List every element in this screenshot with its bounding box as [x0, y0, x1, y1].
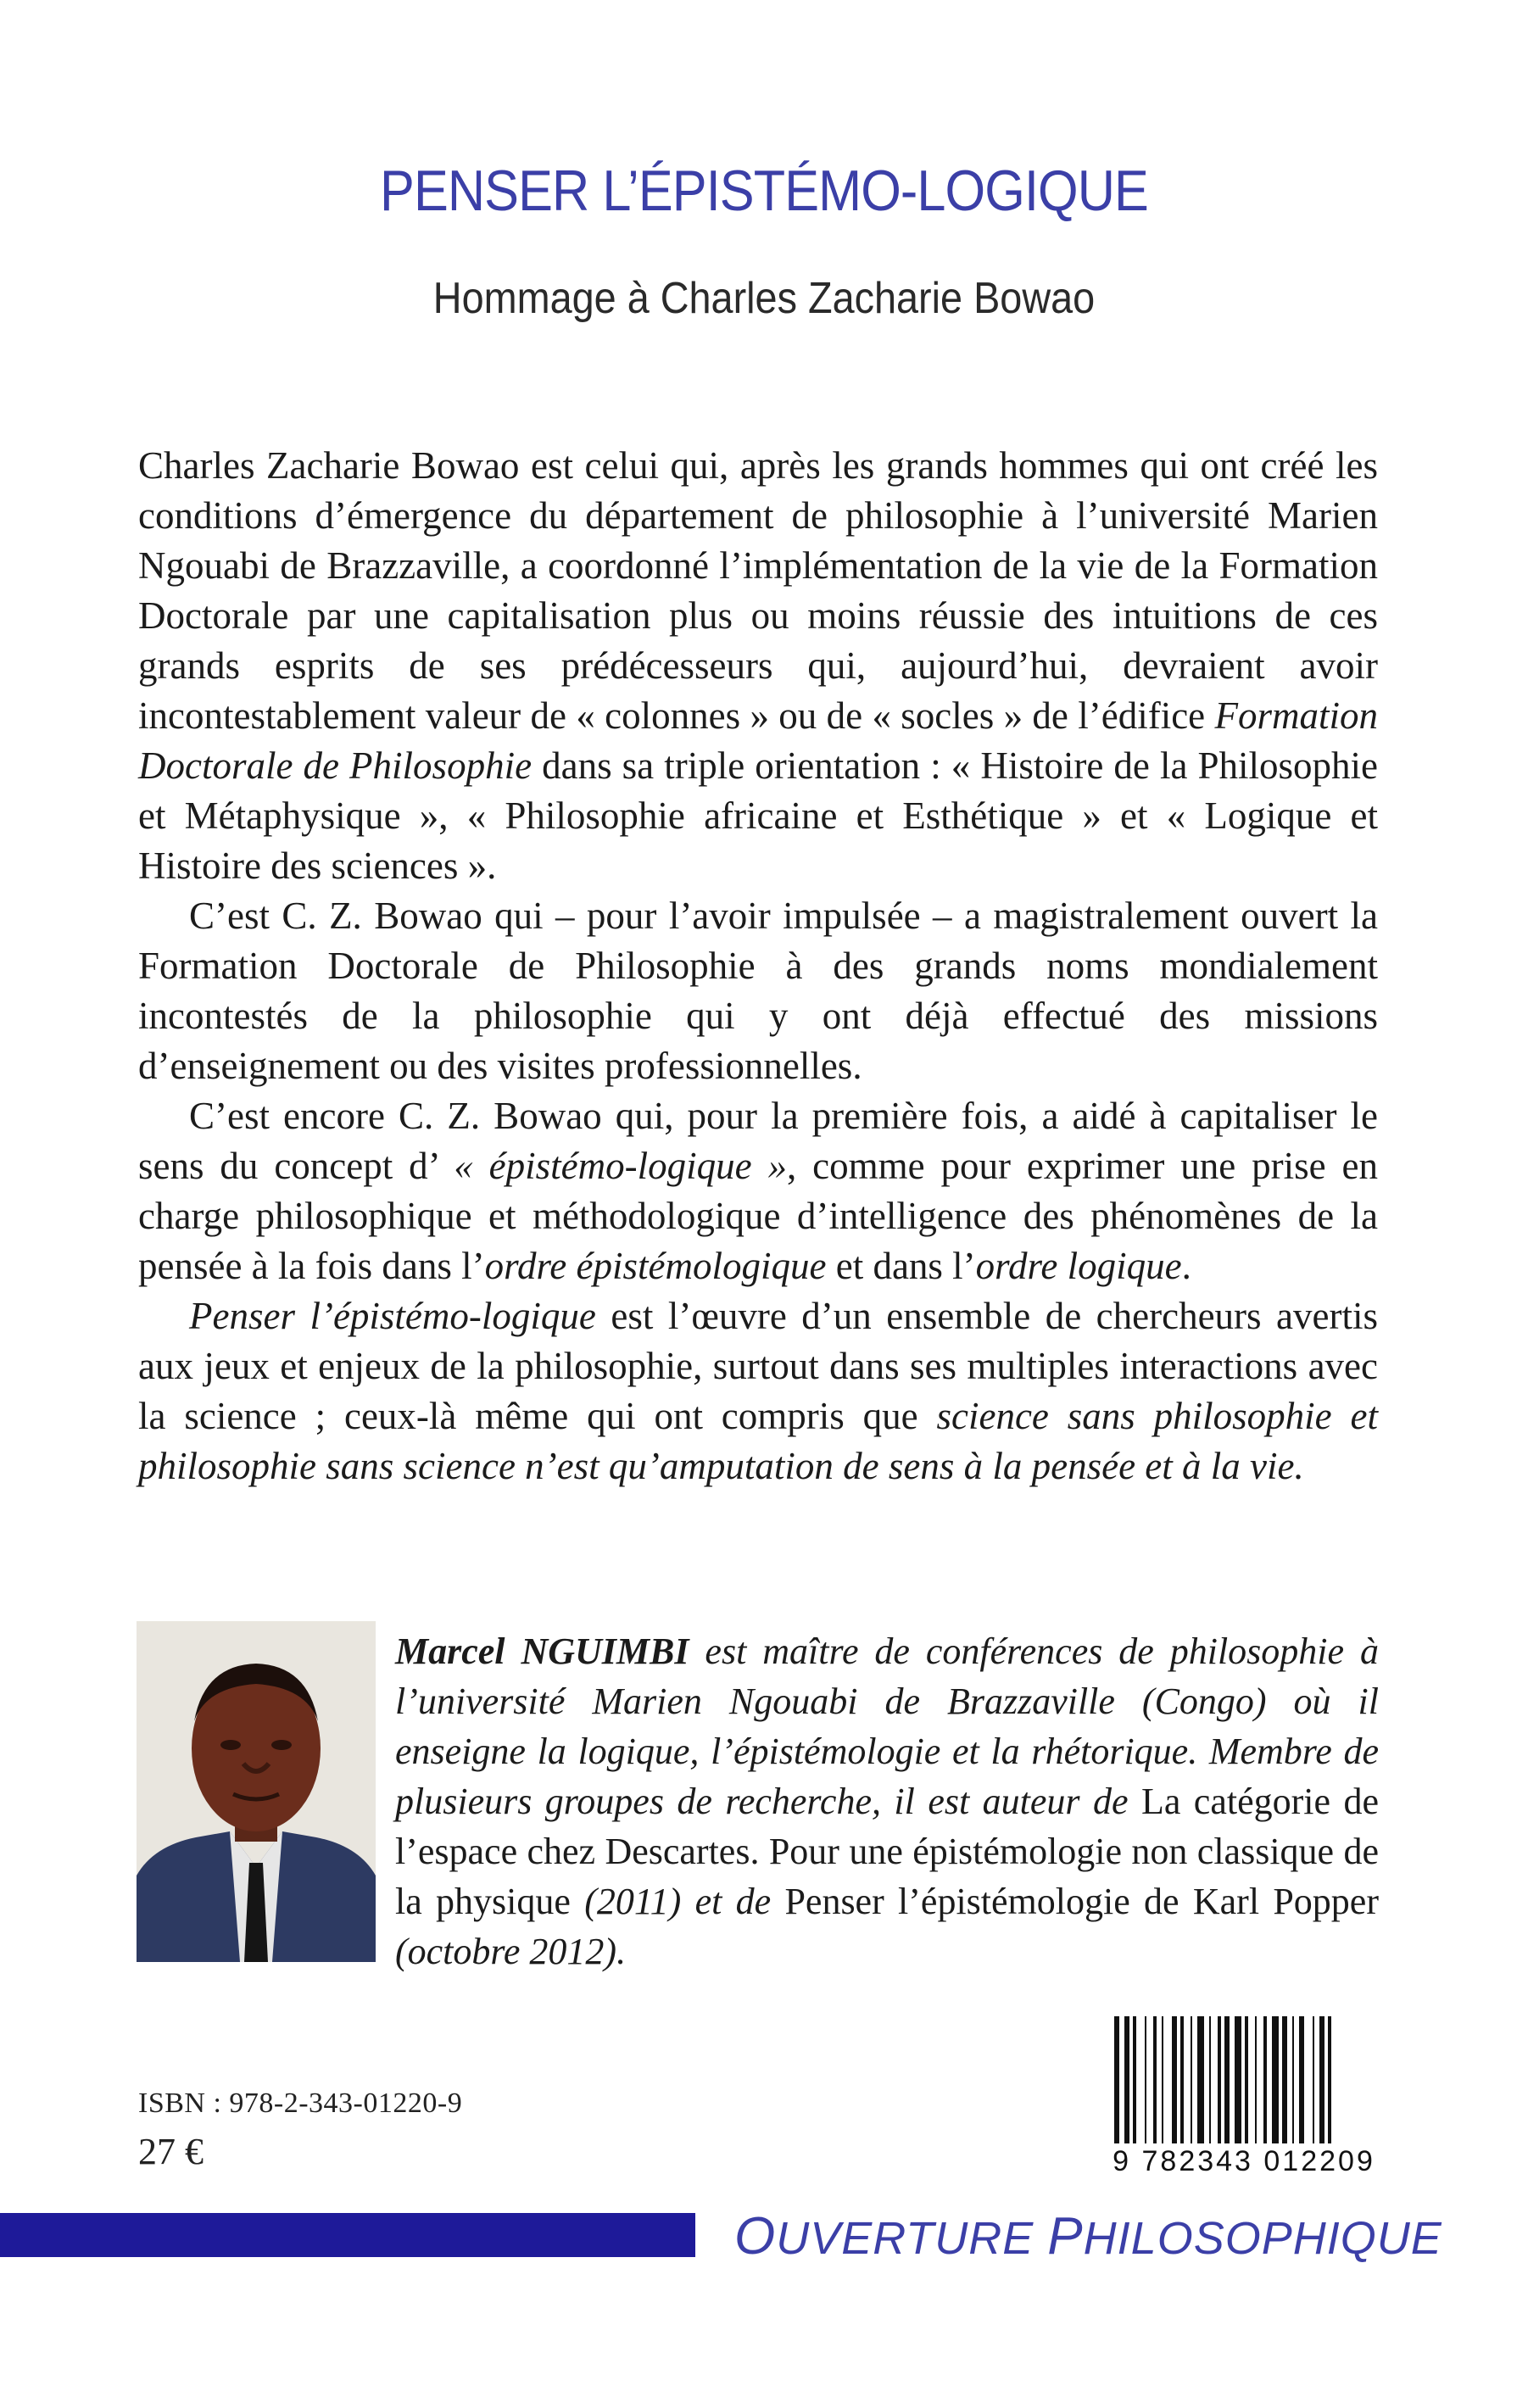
collection-band — [0, 2213, 695, 2257]
summary-paragraph: C’est C. Z. Bowao qui – pour l’avoir impulsée – a magistralement ouvert la Formation Doctorale de Philosophie à des grands noms mondialement incontestés de la philosophie qui y ont déjà effectué des missions d’enseignement ou des visites professionnelles. — [138, 895, 1378, 1087]
book-title: PENSER L’ÉPISTÉMO-LOGIQUE — [380, 159, 1148, 223]
book-subtitle: Hommage à Charles Zacharie Bowao — [432, 274, 1096, 323]
author-name: Marcel NGUIMBI — [395, 1630, 689, 1672]
price: 27 € — [138, 2131, 204, 2172]
isbn-number: ISBN : 978-2-343-01220-9 — [138, 2087, 463, 2119]
book-reference: La catégorie de l’espace chez Descartes. Pour une épistémologie non classique de la physique — [395, 1781, 1379, 1922]
back-cover-summary — [138, 441, 1378, 1491]
summary-paragraph: C’est encore C. Z. Bowao qui, pour la première fois, a aidé à capitaliser le sens du concept d’ « épistémo-logique », comme pour exprimer une prise en charge philosophique et méthodologique d’intelligence des phénomènes de la pensée à la fois dans l’ordre épistémologique et dans l’ordre logique. — [138, 1095, 1378, 1287]
summary-paragraph: Penser l’épistémo-logique est l’œuvre d’un ensemble de chercheurs avertis aux jeux et enjeux de la philosophie, surtout dans ses multiples interactions avec la science ; ceux-là même qui ont compris que science sans philosophie et philosophie sans science n’est qu’amputation de sens à la pensée et à la vie. — [138, 1295, 1378, 1487]
collection-name: OUVERTURE PHILOSOPHIQUE — [734, 2207, 1442, 2266]
author-bio: Marcel NGUIMBI est maître de conférences de philosophie à l’université Marien Ngouabi de Brazzaville (Congo) où il enseigne la logique, l’épistémologie et la rhétorique. Membre de plusieurs groupes de recherche, il est auteur de La catégorie de l’espace chez Descartes. Pour une épistémologie non classique de la physique (2011) et de Penser l’épistémologie de Karl Popper (octobre 2012). — [395, 1630, 1379, 1972]
barcode-digits: 9 782343 012209 — [1113, 2145, 1375, 2177]
author-photo — [137, 1621, 376, 1962]
summary-paragraph: Charles Zacharie Bowao est celui qui, après les grands hommes qui ont créé les conditions d’émergence du département de philosophie à l’université Marien Ngouabi de Brazzaville, a coordonné l’implémentation de la vie de la Formation Doctorale par une capitalisation plus ou moins réussie des intuitions de ces grands esprits de ses prédécesseurs qui, aujourd’hui, devraient avoir incontestablement valeur de « colonnes » ou de « socles » de l’édifice Formation Doctorale de Philosophie dans sa triple orientation : « Histoire de la Philosophie et Métaphysique », « Philosophie africaine et Esthétique » et « Logique et Histoire des sciences ». — [138, 444, 1378, 887]
book-reference: Penser l’épistémologie de Karl Popper — [784, 1881, 1379, 1922]
